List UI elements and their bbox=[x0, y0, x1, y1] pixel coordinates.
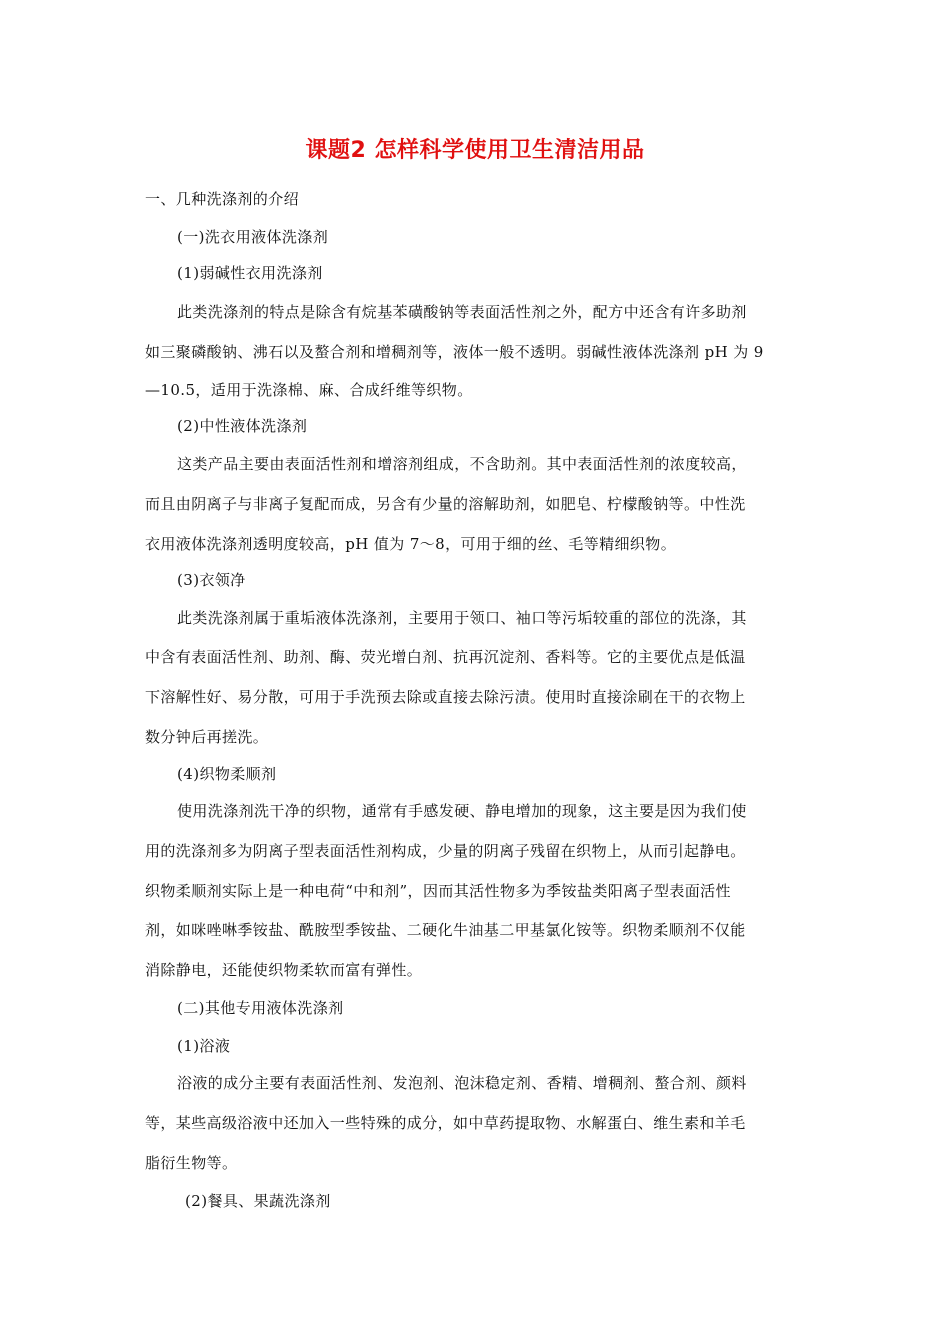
section-heading-1: 一、几种洗涤剂的介绍 bbox=[145, 190, 300, 208]
item-heading-1-1: (1)弱碱性衣用洗涤剂 bbox=[177, 264, 323, 282]
paragraph-line: 剂，如咪唑啉季铵盐、酰胺型季铵盐、二硬化牛油基二甲基氯化铵等。织物柔顺剂不仅能 bbox=[145, 921, 746, 939]
paragraph-line: 消除静电，还能使织物柔软而富有弹性。 bbox=[145, 961, 423, 979]
paragraph-line: 织物柔顺剂实际上是一种电荷“中和剂”，因而其活性物多为季铵盐类阳离子型表面活性 bbox=[145, 882, 731, 900]
paragraph-line: 这类产品主要由表面活性剂和增溶剂组成，不含助剂。其中表面活性剂的浓度较高， bbox=[177, 455, 747, 473]
paragraph-line: 此类洗涤剂属于重垢液体洗涤剂，主要用于领口、袖口等污垢较重的部位的洗涤，其 bbox=[177, 609, 747, 627]
subsection-heading-2: (二)其他专用液体洗涤剂 bbox=[177, 999, 344, 1017]
paragraph-line: 而且由阴离子与非离子复配而成，另含有少量的溶解助剂，如肥皂、柠檬酸钠等。中性洗 bbox=[145, 495, 746, 513]
item-heading-1-4: (4)织物柔顺剂 bbox=[177, 765, 277, 783]
paragraph-line: 衣用液体洗涤剂透明度较高，pH 值为 7～8，可用于细的丝、毛等精细织物。 bbox=[145, 535, 677, 553]
paragraph-line: 此类洗涤剂的特点是除含有烷基苯磺酸钠等表面活性剂之外，配方中还含有许多助剂 bbox=[177, 303, 747, 321]
paragraph-line: 数分钟后再搓洗。 bbox=[145, 728, 269, 746]
paragraph-line: 中含有表面活性剂、助剂、酶、荧光增白剂、抗再沉淀剂、香料等。它的主要优点是低温 bbox=[145, 648, 746, 666]
paragraph-line: 等，某些高级浴液中还加入一些特殊的成分，如中草药提取物、水解蛋白、维生素和羊毛 bbox=[145, 1114, 746, 1132]
paragraph-line: 如三聚磷酸钠、沸石以及螯合剂和增稠剂等，液体一般不透明。弱碱性液体洗涤剂 pH 为 9 bbox=[145, 343, 764, 361]
subsection-heading-1: (一)洗衣用液体洗涤剂 bbox=[177, 228, 329, 246]
item-heading-1-3: (3)衣领净 bbox=[177, 571, 246, 589]
item-heading-2-2: (2)餐具、果蔬洗涤剂 bbox=[185, 1192, 331, 1210]
paragraph-line: 下溶解性好、易分散，可用于手洗预去除或直接去除污渍。使用时直接涂刷在干的衣物上 bbox=[145, 688, 746, 706]
document-title: 课题2 怎样科学使用卫生清洁用品 bbox=[305, 138, 645, 163]
item-heading-2-1: (1)浴液 bbox=[177, 1037, 231, 1055]
paragraph-line: 脂衍生物等。 bbox=[145, 1154, 238, 1172]
item-heading-1-2: (2)中性液体洗涤剂 bbox=[177, 417, 308, 435]
paragraph-line: 使用洗涤剂洗干净的织物，通常有手感发硬、静电增加的现象，这主要是因为我们使 bbox=[177, 802, 747, 820]
paragraph-line: 用的洗涤剂多为阴离子型表面活性剂构成，少量的阴离子残留在织物上，从而引起静电。 bbox=[145, 842, 746, 860]
paragraph-line: —10.5，适用于洗涤棉、麻、合成纤维等织物。 bbox=[145, 381, 473, 399]
paragraph-line: 浴液的成分主要有表面活性剂、发泡剂、泡沫稳定剂、香精、增稠剂、螯合剂、颜料 bbox=[177, 1074, 747, 1092]
